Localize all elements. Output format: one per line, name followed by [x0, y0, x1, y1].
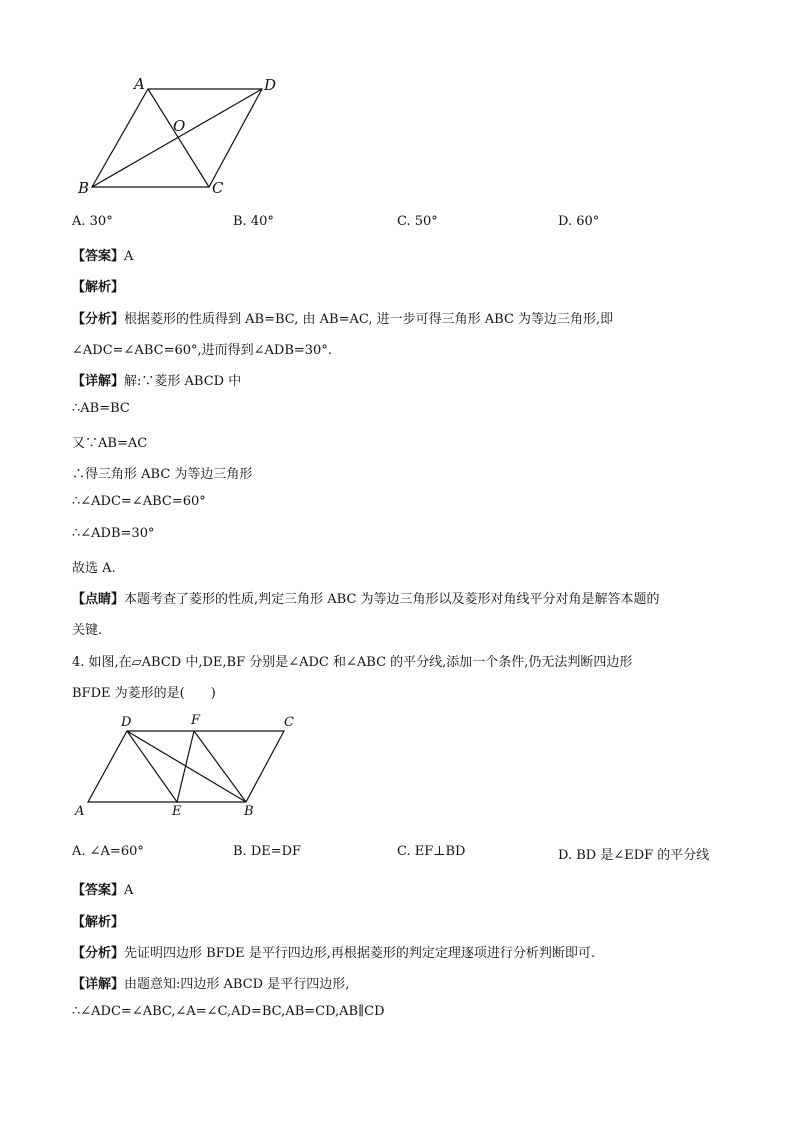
diagonal-ac [148, 89, 209, 187]
vertex-label-b: B [78, 179, 90, 197]
q4-answer [72, 879, 133, 898]
fenxi-tag: 【分析】 [72, 312, 125, 327]
q4-option-d: D. BD 是∠EDF 的平分线 [558, 848, 710, 863]
segment-de [127, 731, 177, 802]
q3-step-2: 又∵AB=AC [72, 436, 148, 451]
q4-option-c: C. EF⊥BD [397, 844, 466, 859]
q4-xiangjie-line1 [72, 973, 349, 992]
rhombus-figure [70, 70, 290, 200]
answer-value: A [124, 883, 134, 898]
q3-step-6: 故选 A. [72, 561, 116, 576]
q3-option-d: D. 60° [558, 214, 600, 229]
q3-step-3: ∴得三角形 ABC 为等边三角形 [72, 467, 253, 482]
vertex-label-c: C [212, 179, 224, 197]
q4-xiangjie-line2: ∴∠ADC=∠ABC,∠A=∠C,AD=BC,AB=CD,AB∥CD [72, 1004, 385, 1019]
vertex-label-b: B [244, 804, 254, 819]
q3-dianjing-line1 [72, 588, 660, 607]
q3-analysis-tag: 【解析】 [72, 280, 125, 295]
q3-fenxi-line2: ∠ADC=∠ABC=60°,进而得到∠ADB=30°. [72, 343, 332, 358]
vertex-label-a: A [75, 804, 85, 819]
q3-step-4: ∴∠ADC=∠ABC=60° [72, 494, 206, 509]
segment-db [127, 731, 246, 802]
answer-value: A [124, 249, 134, 264]
q3-xiangjie-line1 [72, 370, 241, 389]
q3-option-c: C. 50° [397, 214, 438, 229]
q3-option-a: A. 30° [72, 214, 113, 229]
q3-answer [72, 245, 133, 264]
q3-dianjing-line2: 关键. [72, 623, 103, 638]
xiangjie-text: 由题意知:四边形 ABCD 是平行四边形, [124, 977, 350, 992]
q4-analysis-tag: 【解析】 [72, 915, 125, 930]
dianjing-text: 本题考查了菱形的性质,判定三角形 ABC 为等边三角形以及菱形对角线平分对角是解答本题的 [124, 592, 660, 607]
q4-stem-line1: 4. 如图,在▱ABCD 中,DE,BF 分别是∠ADC 和∠ABC 的平分线,添加一个条件,仍无法判断四边形 [72, 655, 633, 670]
vertex-label-c: C [284, 715, 294, 730]
xiangjie-text: 解:∵菱形 ABCD 中 [124, 374, 242, 389]
vertex-label-e: E [172, 804, 182, 819]
q4-stem-line2: BFDE 为菱形的是( ) [72, 686, 216, 701]
segment-fe [177, 731, 194, 802]
q3-step-1: ∴AB=BC [72, 401, 130, 416]
q3-fenxi-line1 [72, 308, 613, 327]
fenxi-text: 根据菱形的性质得到 AB=BC, 由 AB=AC, 进一步可得三角形 ABC 为等边三角形,即 [124, 312, 614, 327]
vertex-label-f: F [191, 713, 201, 728]
q4-fenxi-line [72, 942, 595, 961]
segment-fb [194, 731, 246, 802]
q3-option-b: B. 40° [233, 214, 274, 229]
vertex-label-d: D [264, 76, 277, 94]
fenxi-tag: 【分析】 [72, 946, 125, 961]
q4-option-b: B. DE=DF [233, 844, 302, 859]
parallelogram-figure [70, 710, 310, 825]
q4-option-a: A. ∠A=60° [72, 844, 144, 859]
vertex-label-a: A [134, 75, 145, 93]
answer-tag: 【答案】 [72, 883, 125, 898]
dianjing-tag: 【点睛】 [72, 592, 125, 607]
q3-step-5: ∴∠ADB=30° [72, 526, 155, 541]
vertex-label-o: O [173, 117, 186, 135]
fenxi-text: 先证明四边形 BFDE 是平行四边形,再根据菱形的判定定理逐项进行分析判断即可. [124, 946, 596, 961]
vertex-label-d: D [121, 715, 132, 730]
answer-tag: 【答案】 [72, 249, 125, 264]
xiangjie-tag: 【详解】 [72, 977, 125, 992]
diagonal-bd [92, 89, 262, 187]
xiangjie-tag: 【详解】 [72, 374, 125, 389]
